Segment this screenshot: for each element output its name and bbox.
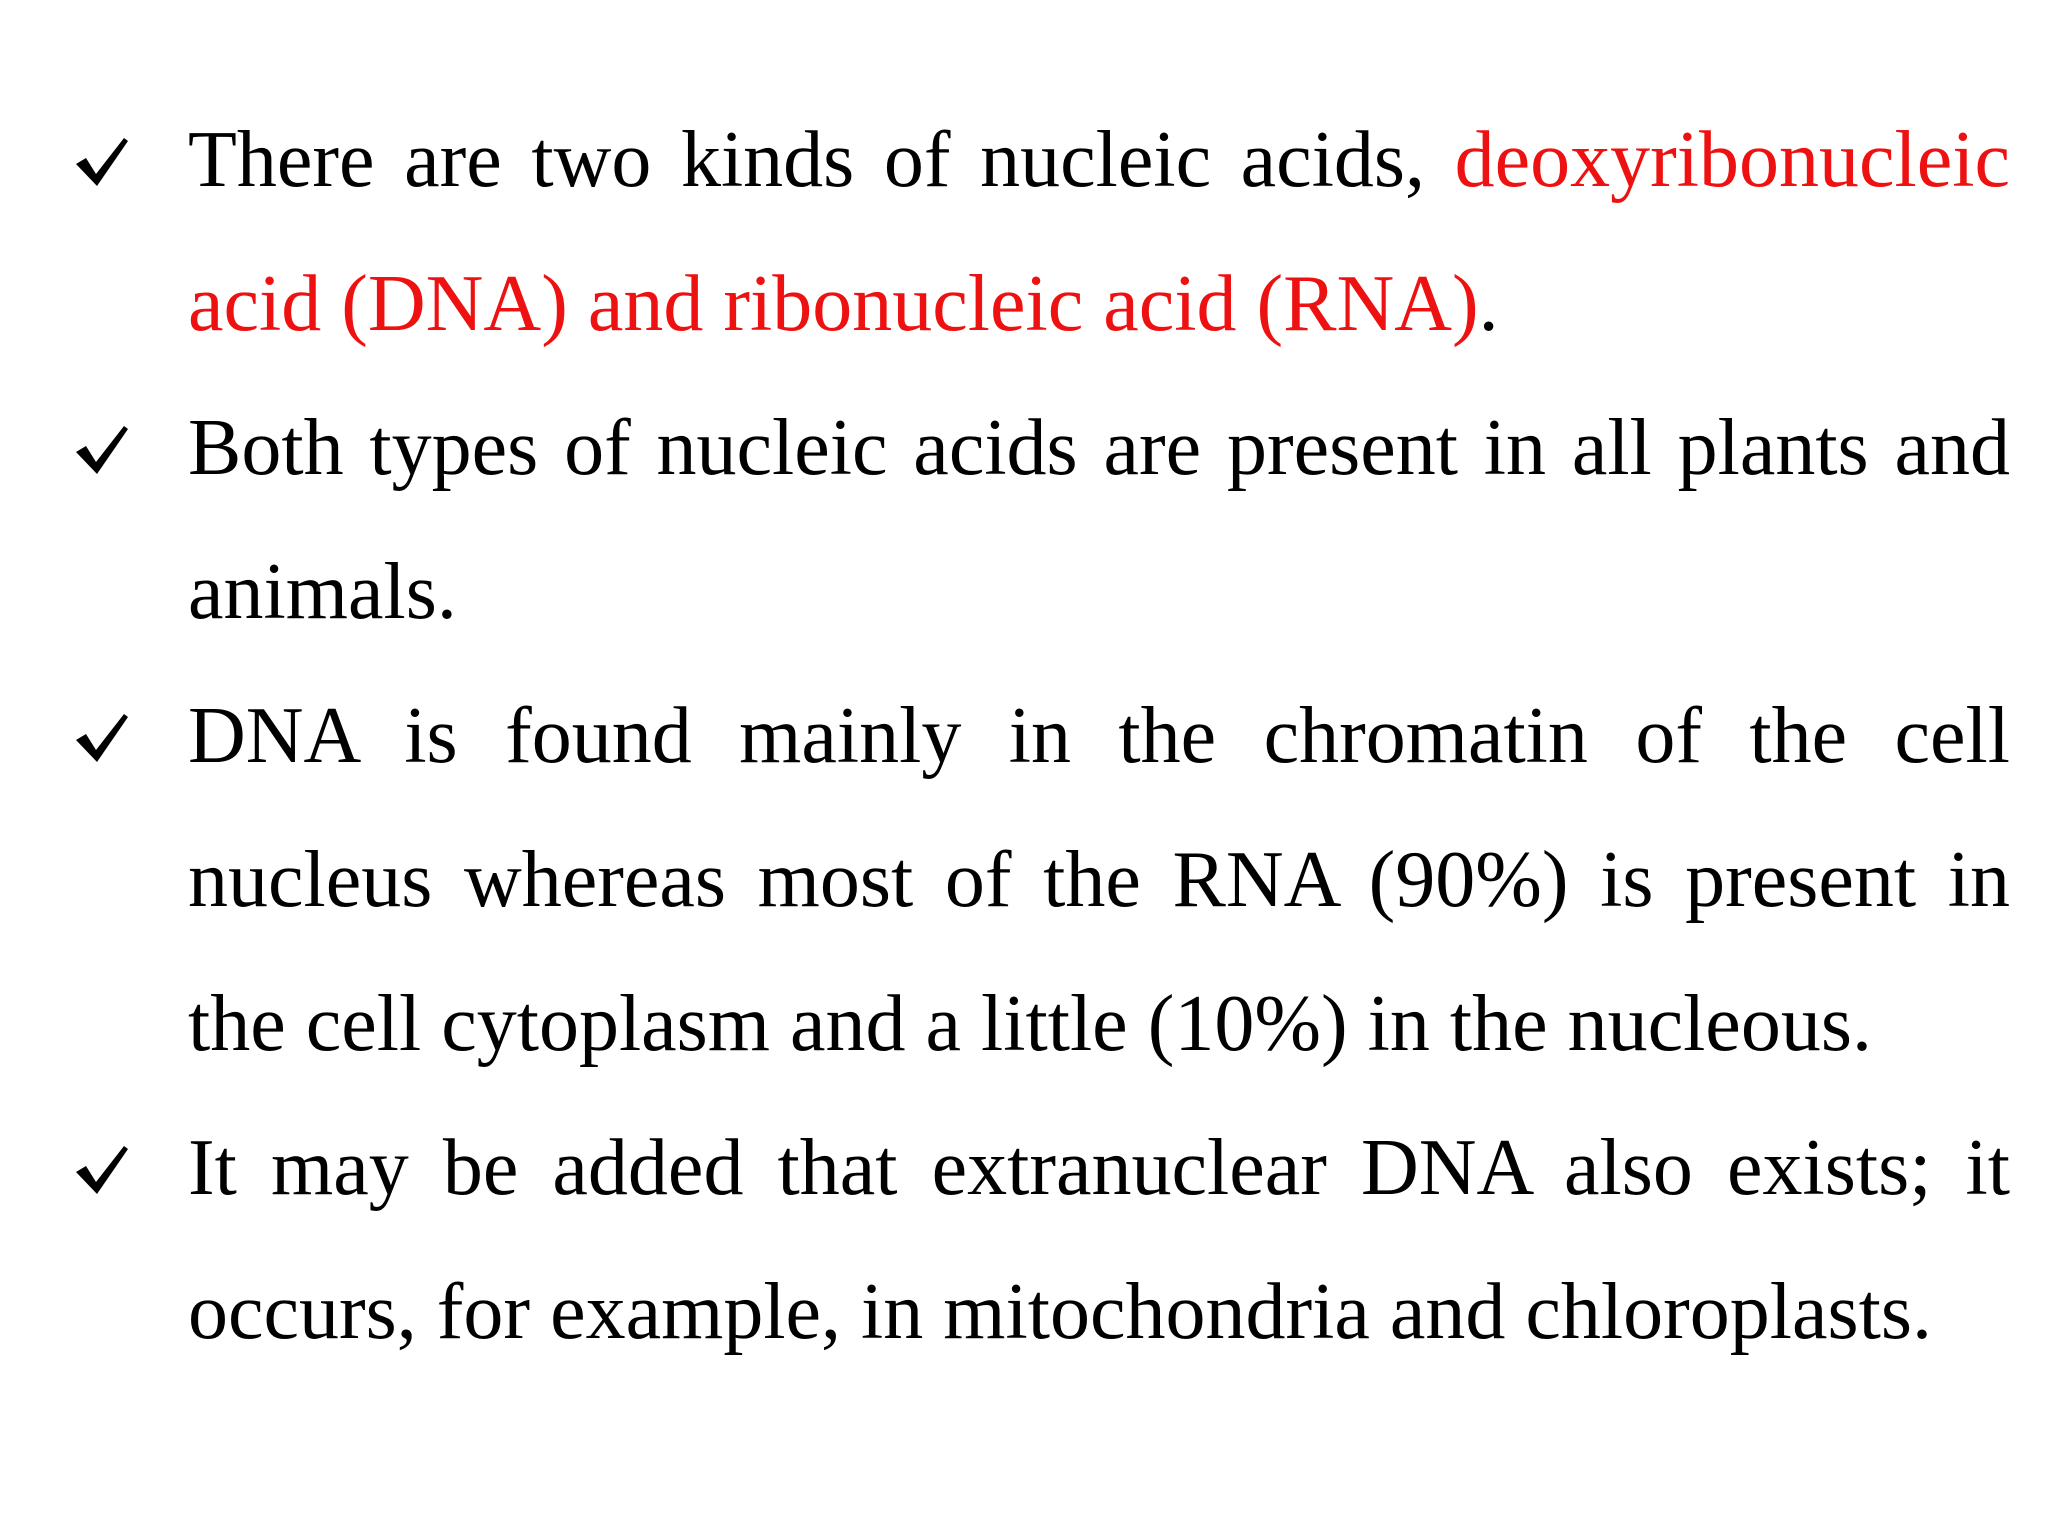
bullet-text bbox=[188, 88, 2010, 376]
check-mark-icon bbox=[72, 1140, 132, 1200]
check-mark-icon bbox=[72, 132, 132, 192]
bullet-text: Both types of nucleic acids are present in all plants and animals. bbox=[188, 404, 2010, 636]
bullet-text-end: . bbox=[1478, 260, 1499, 348]
bullet-text: It may be added that extranuclear DNA also exists; it occurs, for example, in mitochondria and chloroplasts. bbox=[188, 1124, 2010, 1356]
check-mark-icon bbox=[72, 420, 132, 480]
check-mark-icon bbox=[72, 708, 132, 768]
bullet-text: DNA is found mainly in the chromatin of the cell nucleus whereas most of the RNA (90%) is present in the cell cytoplasm and a little (10%) in the nucleous. bbox=[188, 692, 2010, 1068]
highlighted-text: deoxyribonucleic acid (DNA) and ribonucleic acid (RNA) bbox=[188, 116, 2010, 348]
bullet-text-plain: There are two kinds of nucleic acids, bbox=[188, 116, 1455, 204]
